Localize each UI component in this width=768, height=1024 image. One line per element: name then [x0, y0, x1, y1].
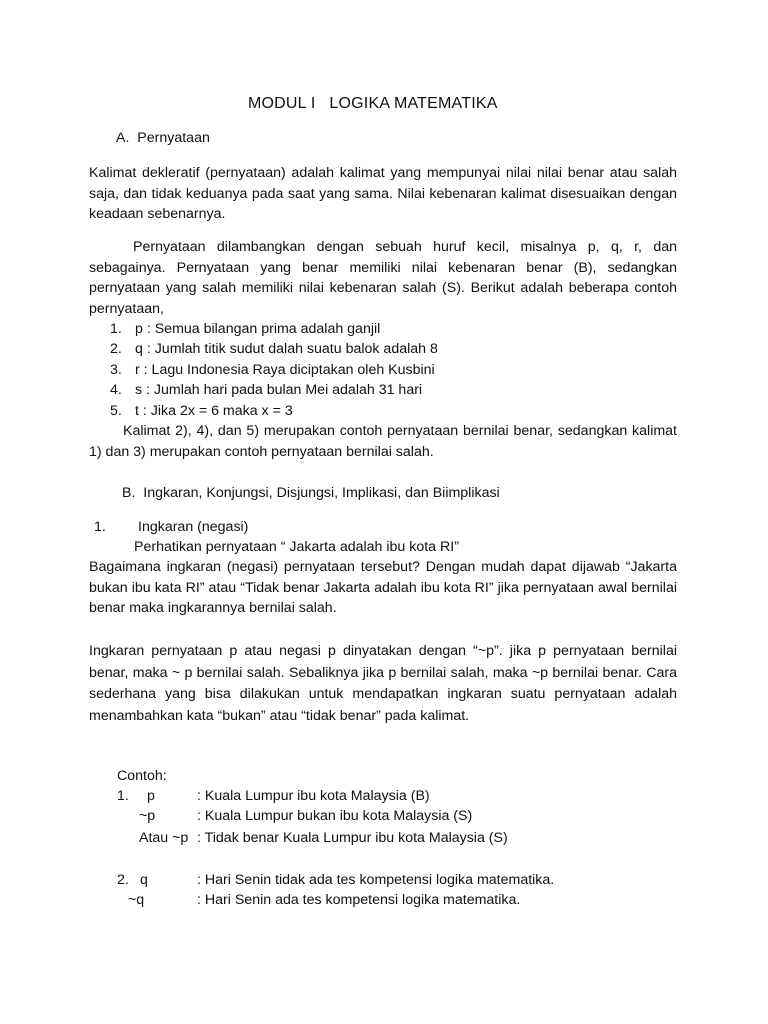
list-item-text: t : Jika 2x = 6 maka x = 3: [135, 402, 293, 419]
section-b-paragraph-1: Bagaimana ingkaran (negasi) pernyataan tersebut? Dengan mudah dapat dijawab “Jakarta bukan ibu kata RI” atau “Tidak benar Jakarta adalah ibu kota RI” jika pernyataan awal bernilai benar maka ingkarannya bernilai salah.: [89, 559, 677, 616]
list-item-text: r : Lagu Indonesia Raya diciptakan oleh Kusbini: [135, 361, 435, 378]
list-item-number: 1.: [110, 321, 122, 337]
example-1-number: 1.: [117, 788, 129, 804]
example-2-negation-text: : Hari Senin ada tes kompetensi logika matematika.: [197, 892, 521, 908]
example-1-alt-text: : Tidak benar Kuala Lumpur ibu kota Malaysia (S): [197, 830, 508, 846]
example-label: Contoh:: [117, 768, 167, 784]
subsection-number: 1.: [94, 519, 106, 535]
section-a-paragraph-2: Pernyataan dilambangkan dengan sebuah huruf kecil, misalnya p, q, r, dan sebagainya. Pernyataan yang benar memiliki nilai kebenaran benar (B), sedangkan pernyataan yang salah memiliki nilai kebenaran salah (S). Berikut adalah beberapa contoh pernyataan,: [89, 239, 677, 317]
subsection-intro-line: Perhatikan pernyataan “ Jakarta adalah ibu kota RI”: [134, 539, 459, 555]
list-item-number: 3.: [110, 361, 122, 378]
section-a-paragraph-1: Kalimat dekleratif (pernyataan) adalah kalimat yang mempunyai nilai nilai benar atau salah saja, dan tidak keduanya pada saat yang sama. Nilai kebenaran kalimat disesuaikan dengan keadaan sebenarnya.: [89, 165, 677, 222]
example-2-number: 2.: [117, 872, 129, 888]
list-item-text: s : Jumlah hari pada bulan Mei adalah 31 hari: [135, 382, 423, 399]
example-2-negation-symbol: ~q: [128, 892, 145, 908]
list-item-text: p : Semua bilangan prima adalah ganjil: [135, 321, 381, 337]
section-a-heading: A. Pernyataan: [116, 130, 210, 146]
example-1-negation-text: : Kuala Lumpur bukan ibu kota Malaysia (S): [197, 808, 473, 824]
example-1-text: : Kuala Lumpur ibu kota Malaysia (B): [197, 788, 430, 804]
example-1-negation-symbol: ~p: [139, 808, 156, 824]
section-b-paragraph-2: Ingkaran pernyataan p atau negasi p dinyatakan dengan “~p”. jika p pernyataan bernilai benar, maka ~ p bernilai salah. Sebaliknya jika p bernilai salah, maka ~p bernilai benar. Cara sederhana yang bisa dilakukan untuk mendapatkan ingkaran suatu pernyataan adalah menambahkan kata “bukan” atau “tidak benar” pada kalimat.: [89, 643, 677, 724]
list-item-text: q : Jumlah titik sudut dalah suatu balok adalah 8: [135, 341, 438, 358]
list-item-number: 2.: [110, 341, 122, 358]
list-item-number: 5.: [110, 402, 122, 419]
example-2-text: : Hari Senin tidak ada tes kompetensi logika matematika.: [197, 872, 555, 888]
list-item-number: 4.: [110, 382, 122, 399]
page-title: MODUL I LOGIKA MATEMATIKA: [248, 95, 498, 112]
example-1-alt-symbol: Atau ~p: [139, 830, 189, 846]
example-2-symbol: q: [140, 872, 148, 888]
subsection-title: Ingkaran (negasi): [138, 519, 249, 535]
section-b-heading: B. Ingkaran, Konjungsi, Disjungsi, Implikasi, dan Biimplikasi: [122, 485, 500, 501]
section-a-paragraph-3: Kalimat 2), 4), dan 5) merupakan contoh pernyataan bernilai benar, sedangkan kalimat 1) dan 3) merupakan contoh pernyataan bernilai salah.: [89, 423, 677, 460]
example-1-symbol: p: [147, 788, 155, 804]
